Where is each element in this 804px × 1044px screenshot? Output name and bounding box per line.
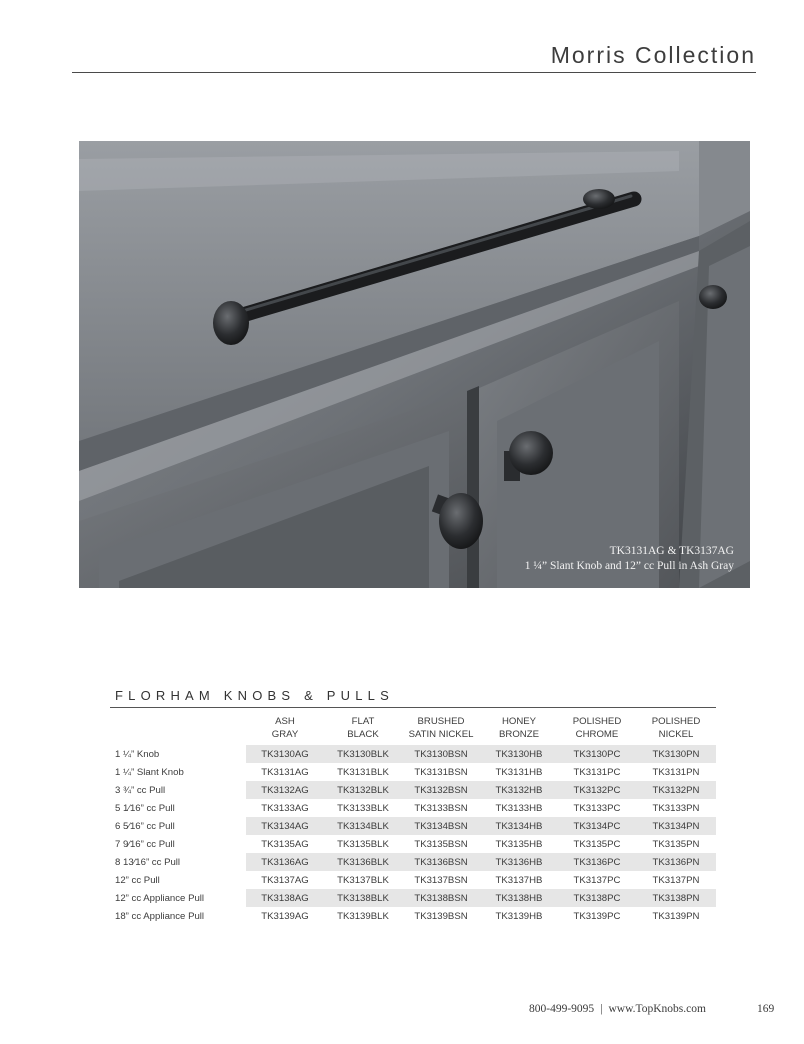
product-code-cell: TK3132AG [246, 781, 324, 799]
table-header-row [110, 715, 716, 745]
product-code-cell: TK3134PN [636, 817, 716, 835]
table-row [110, 853, 716, 871]
product-code-cell: TK3135HB [495, 838, 543, 850]
product-code-cell: TK3130PC [558, 745, 636, 763]
product-code-cell: TK3133BSN [414, 802, 468, 814]
product-code-cell: TK3137PN [652, 874, 700, 886]
product-code-cell: TK3137HB [495, 874, 543, 886]
product-code-cell: TK3138PN [636, 889, 716, 907]
product-code-cell: TK3133PN [652, 802, 700, 814]
product-photo [79, 141, 750, 588]
product-code-cell: TK3135BLK [337, 838, 389, 850]
product-code-cell: TK3136AG [246, 853, 324, 871]
product-code-cell: TK3131BSN [414, 766, 468, 778]
row-product-name: 12” cc Appliance Pull [110, 889, 246, 907]
product-code-cell: TK3139BSN [414, 910, 468, 922]
table-row [110, 781, 716, 799]
row-product-name: 18” cc Appliance Pull [115, 910, 205, 922]
table-row [110, 907, 716, 925]
product-code-cell: TK3131AG [261, 766, 309, 778]
product-code-cell: TK3134HB [480, 817, 558, 835]
table-row [110, 889, 716, 907]
product-code-cell: TK3132PN [636, 781, 716, 799]
product-code-cell: TK3130BSN [402, 745, 480, 763]
product-code-cell: TK3138AG [246, 889, 324, 907]
product-code-cell: TK3139AG [261, 910, 309, 922]
column-header-flat-black: FLAT BLACK [347, 716, 379, 740]
cabinet-hardware-illustration [79, 141, 750, 588]
column-header-polished-nickel: POLISHED NICKEL [651, 716, 701, 740]
header-divider [72, 72, 756, 73]
product-code-cell: TK3130AG [246, 745, 324, 763]
product-code-cell: TK3135PC [573, 838, 621, 850]
product-code-cell: TK3130PN [636, 745, 716, 763]
page-title: Morris Collection [550, 42, 756, 68]
footer-contact [529, 1003, 706, 1015]
table-row [110, 835, 716, 853]
column-header-polished-chrome: POLISHED CHROME [572, 716, 622, 740]
product-code-cell: TK3137AG [261, 874, 309, 886]
row-product-name: 1 ¼” Slant Knob [115, 766, 184, 778]
row-product-name: 3 ¾” cc Pull [110, 781, 246, 799]
product-code-cell: TK3134BLK [324, 817, 402, 835]
product-code-cell: TK3136PC [558, 853, 636, 871]
product-code-cell: TK3135AG [261, 838, 309, 850]
product-code-cell: TK3131PC [573, 766, 621, 778]
product-table [110, 715, 716, 925]
product-code-cell: TK3134PC [558, 817, 636, 835]
product-code-cell: TK3131BLK [337, 766, 389, 778]
header-name-column [110, 715, 246, 745]
page-number: 169 [757, 1003, 775, 1015]
footer-separator: | [600, 1003, 603, 1015]
product-code-cell: TK3130HB [480, 745, 558, 763]
product-code-cell: TK3139PN [652, 910, 700, 922]
product-code-cell: TK3135BSN [414, 838, 468, 850]
product-code-cell: TK3138HB [480, 889, 558, 907]
product-code-cell: TK3138BLK [324, 889, 402, 907]
footer-website-link[interactable]: www.TopKnobs.com [608, 1003, 706, 1015]
column-header-ash-gray: ASH GRAY [271, 716, 299, 740]
product-code-cell: TK3139BLK [337, 910, 389, 922]
row-product-name: 8 13⁄16” cc Pull [110, 853, 246, 871]
row-product-name: 7 9⁄16” cc Pull [115, 838, 175, 850]
caption-product-codes: TK3131AG & TK3137AG [609, 545, 734, 557]
row-product-name: 12” cc Pull [115, 874, 160, 886]
product-code-cell: TK3137BLK [337, 874, 389, 886]
row-product-name: 1 ¼” Knob [110, 745, 246, 763]
product-code-cell: TK3139PC [573, 910, 621, 922]
photo-caption [525, 544, 734, 574]
table-row [110, 871, 716, 889]
product-code-cell: TK3132BLK [324, 781, 402, 799]
product-code-cell: TK3138PC [558, 889, 636, 907]
product-code-cell: TK3138BSN [402, 889, 480, 907]
product-code-cell: TK3133BLK [337, 802, 389, 814]
product-code-cell: TK3137PC [573, 874, 621, 886]
caption-description: 1 ¼” Slant Knob and 12” cc Pull in Ash Gray [524, 560, 734, 572]
product-code-cell: TK3136BLK [324, 853, 402, 871]
section-title: FLORHAM KNOBS & PULLS [115, 688, 394, 703]
product-code-cell: TK3136HB [480, 853, 558, 871]
row-product-name: 6 5⁄16” cc Pull [110, 817, 246, 835]
table-row [110, 817, 716, 835]
product-code-cell: TK3139HB [495, 910, 543, 922]
product-code-cell: TK3136BSN [402, 853, 480, 871]
row-product-name: 5 1⁄16” cc Pull [115, 802, 175, 814]
product-code-cell: TK3133PC [573, 802, 621, 814]
product-code-cell: TK3132BSN [402, 781, 480, 799]
product-code-cell: TK3134AG [246, 817, 324, 835]
product-code-cell: TK3133HB [495, 802, 543, 814]
product-code-cell: TK3132HB [480, 781, 558, 799]
product-code-cell: TK3134BSN [402, 817, 480, 835]
product-code-cell: TK3131HB [495, 766, 543, 778]
footer-phone: 800-499-9095 [529, 1003, 595, 1015]
table-body [110, 745, 716, 925]
product-code-cell: TK3135PN [652, 838, 700, 850]
section-divider [110, 707, 716, 708]
product-code-cell: TK3132PC [558, 781, 636, 799]
product-code-cell: TK3131PN [652, 766, 700, 778]
column-header-honey-bronze: HONEY BRONZE [499, 716, 539, 740]
product-code-cell: TK3136PN [636, 853, 716, 871]
table-row [110, 799, 716, 817]
column-header-brushed-satin-nickel: BRUSHED SATIN NICKEL [408, 716, 474, 740]
table-row [110, 745, 716, 763]
product-code-cell: TK3137BSN [414, 874, 468, 886]
product-code-cell: TK3133AG [261, 802, 309, 814]
product-code-cell: TK3130BLK [324, 745, 402, 763]
table-row [110, 763, 716, 781]
